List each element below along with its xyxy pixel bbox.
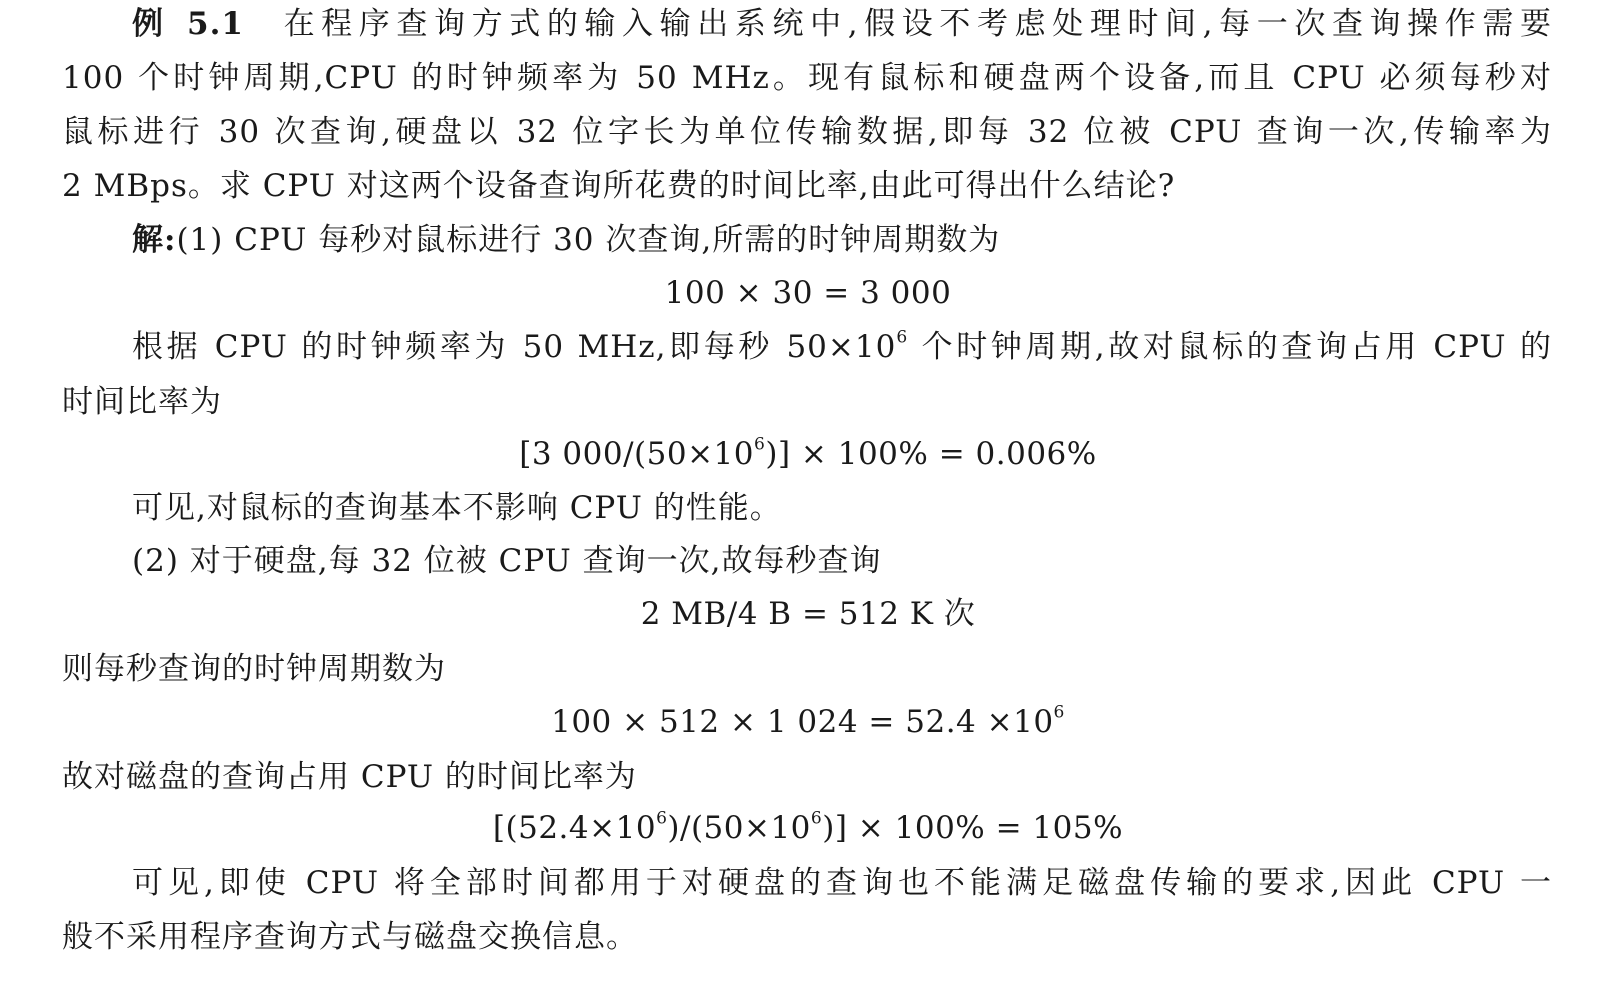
conclusion-2-line-1: 可见,即使 CPU 将全部时间都用于对硬盘的查询也不能满足磁盘传输的要求,因此 CPU 一 [132,865,1552,901]
paragraph-3: 故对磁盘的查询占用 CPU 的时间比率为 [62,759,637,795]
paragraph-2: 则每秒查询的时钟周期数为 [62,651,446,687]
example-line-3: 鼠标进行 30 次查询,硬盘以 32 位字长为单位传输数据,即每 32 位被 CPU 查询一次,传输率为 [62,114,1552,150]
example-line-1 [62,4,1552,44]
equation-1: 100 × 30 = 3 000 [664,275,952,311]
eq4-exponent: 6 [1053,702,1065,723]
solution-part1-intro [132,220,1000,260]
equation-4 [0,702,1616,742]
equation-2 [0,434,1616,474]
eq5-part-a: [(52.4×10 [492,810,657,846]
paragraph-1-line-2: 时间比率为 [62,384,222,420]
eq4-pre: 100 × 512 × 1 024 = 52.4 ×10 [551,704,1054,740]
equation-3: 2 MB/4 B = 512 K 次 [640,596,976,632]
conclusion-2-line-2: 般不采用程序查询方式与磁盘交换信息。 [62,919,638,955]
example-line-2: 100 个时钟周期,CPU 的时钟频率为 50 MHz。现有鼠标和硬盘两个设备,而且 CPU 必须每秒对 [62,60,1552,96]
example-text-1: 在程序查询方式的输入输出系统中,假设不考虑处理时间,每一次查询操作需要 [277,6,1552,42]
eq5-part-b: )/(50×10 [667,810,811,846]
solution-label: 解: [132,222,177,258]
eq2-post: )] × 100% = 0.006% [765,436,1097,472]
solution-part2-intro: (2) 对于硬盘,每 32 位被 CPU 查询一次,故每秒查询 [132,543,882,579]
equation-5 [0,808,1616,848]
para1-post: 个时钟周期,故对鼠标的查询占用 CPU 的 [908,329,1552,365]
para1-pre: 根据 CPU 的时钟频率为 50 MHz,即每秒 50×10 [132,329,897,365]
conclusion-1: 可见,对鼠标的查询基本不影响 CPU 的性能。 [132,490,782,526]
paragraph-1-line-1 [132,327,1552,367]
example-label: 例 5.1 [132,6,244,42]
eq2-exponent: 6 [754,434,766,455]
eq5-exponent-2: 6 [810,808,823,829]
para1-exponent: 6 [896,327,909,348]
eq5-part-c: )] × 100% = 105% [822,810,1124,846]
example-line-4: 2 MBps。求 CPU 对这两个设备查询所花费的时间比率,由此可得出什么结论? [62,168,1176,204]
eq5-exponent-1: 6 [656,808,668,829]
part1-intro-text: (1) CPU 每秒对鼠标进行 30 次查询,所需的时钟周期数为 [176,222,1001,258]
eq2-pre: [3 000/(50×10 [519,436,754,472]
